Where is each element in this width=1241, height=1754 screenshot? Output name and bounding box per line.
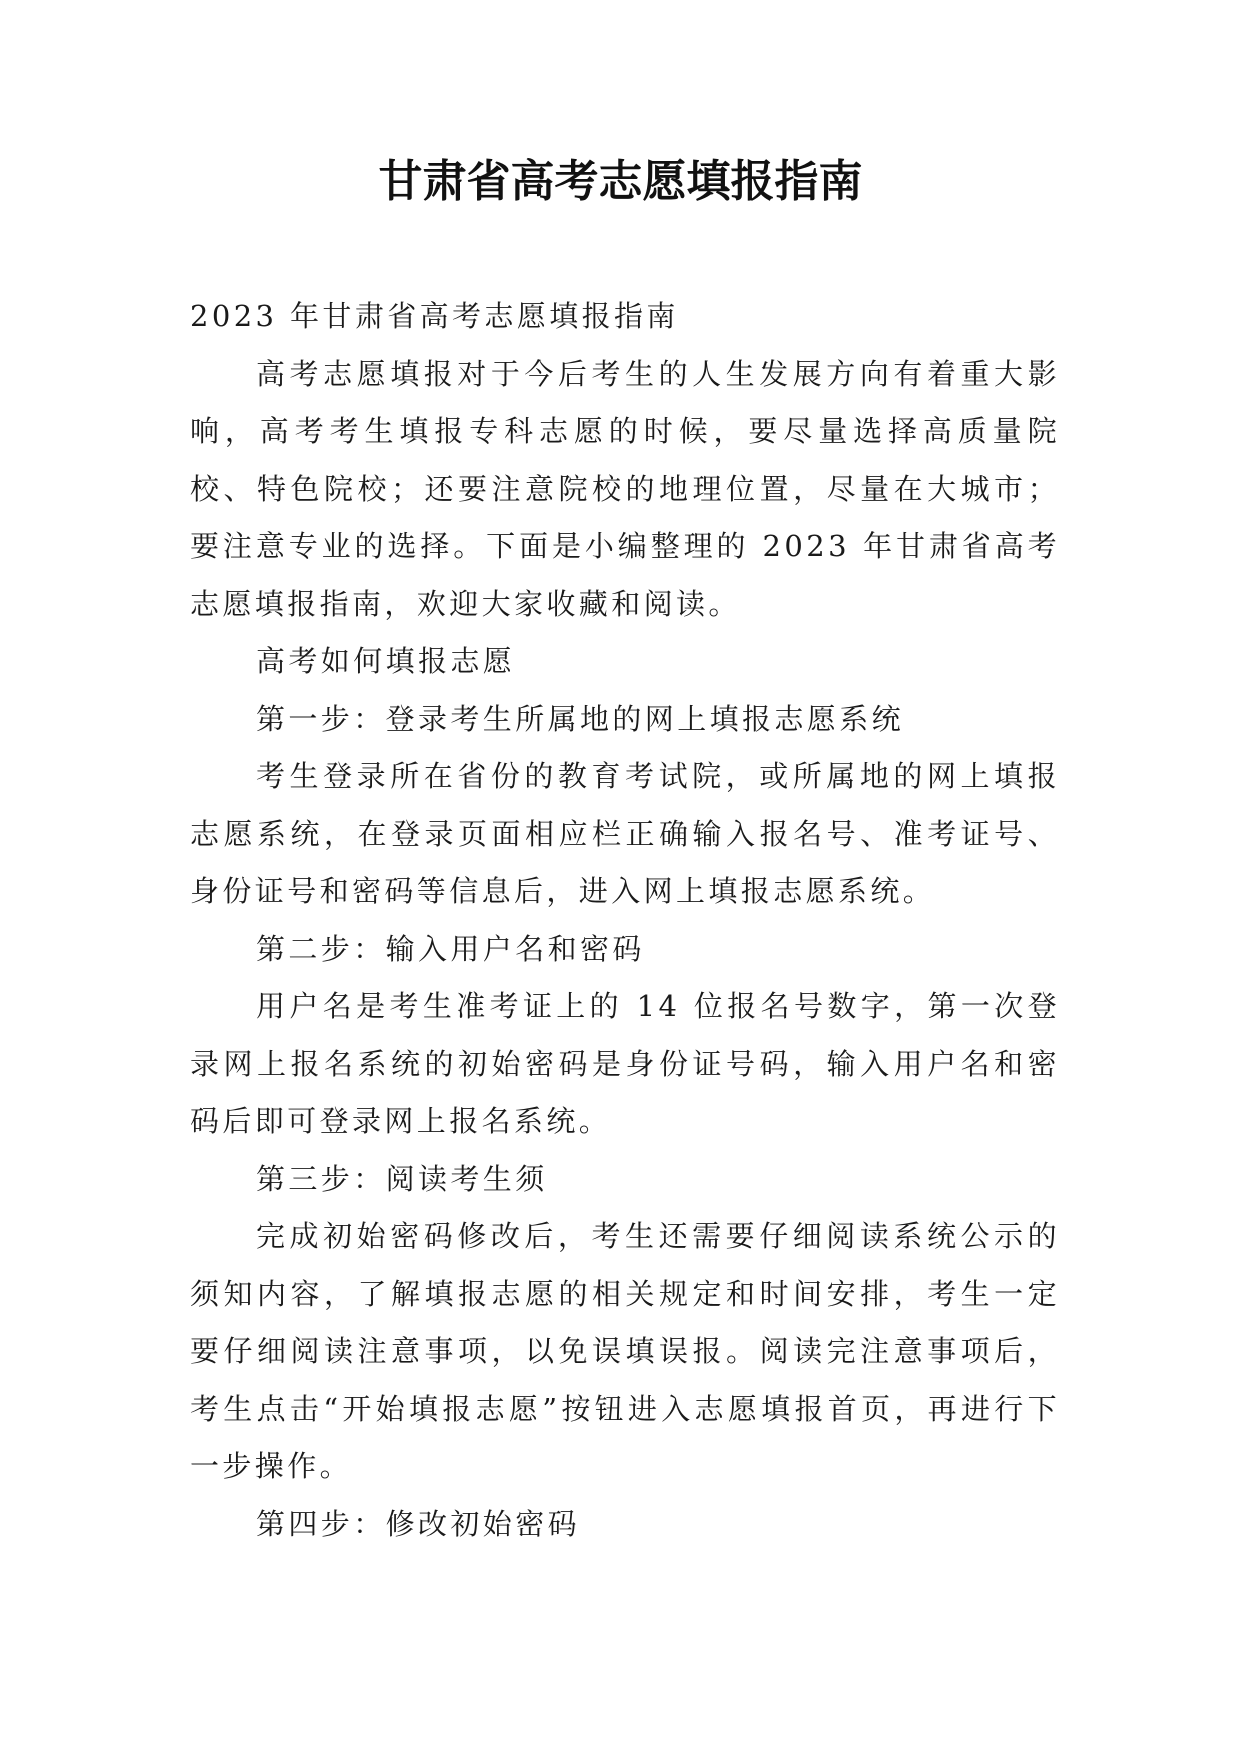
step-1-heading: 第一步：登录考生所属地的网上填报志愿系统 [256,701,905,736]
paragraph-intro: 高考志愿填报对于今后考生的人生发展方向有着重大影响，高考考生填报专科志愿的时候，要尽量选择高质量院校、特色院校；还要注意院校的地理位置，尽量在大城市；要注意专业的选择。下面是小编整理的 2023 年甘肃省高考志愿填报指南，欢迎大家收藏和阅读。 [190,356,1060,621]
step-4-heading: 第四步：修改初始密码 [256,1506,581,1541]
paragraph-subtitle: 2023 年甘肃省高考志愿填报指南 [190,299,679,333]
document-body [190,288,1060,1553]
step-2-body: 用户名是考生准考证上的 14 位报名号数字，第一次登录网上报名系统的初始密码是身份证号码，输入用户名和密码后即可登录网上报名系统。 [190,989,1060,1138]
step-1-body: 考生登录所在省份的教育考试院，或所属地的网上填报志愿系统，在登录页面相应栏正确输入报名号、准考证号、身份证号和密码等信息后，进入网上填报志愿系统。 [190,759,1060,908]
step-3-heading: 第三步：阅读考生须 [256,1161,548,1196]
section-heading-how-to-apply: 高考如何填报志愿 [256,644,516,678]
step-3-body: 完成初始密码修改后，考生还需要仔细阅读系统公示的须知内容，了解填报志愿的相关规定和时间安排，考生一定要仔细阅读注意事项，以免误填误报。阅读完注意事项后，考生点击“开始填报志愿”按钮进入志愿填报首页，再进行下一步操作。 [190,1219,1060,1483]
step-2-heading: 第二步：输入用户名和密码 [256,931,645,966]
document-title: 甘肃省高考志愿填报指南 [378,156,863,207]
